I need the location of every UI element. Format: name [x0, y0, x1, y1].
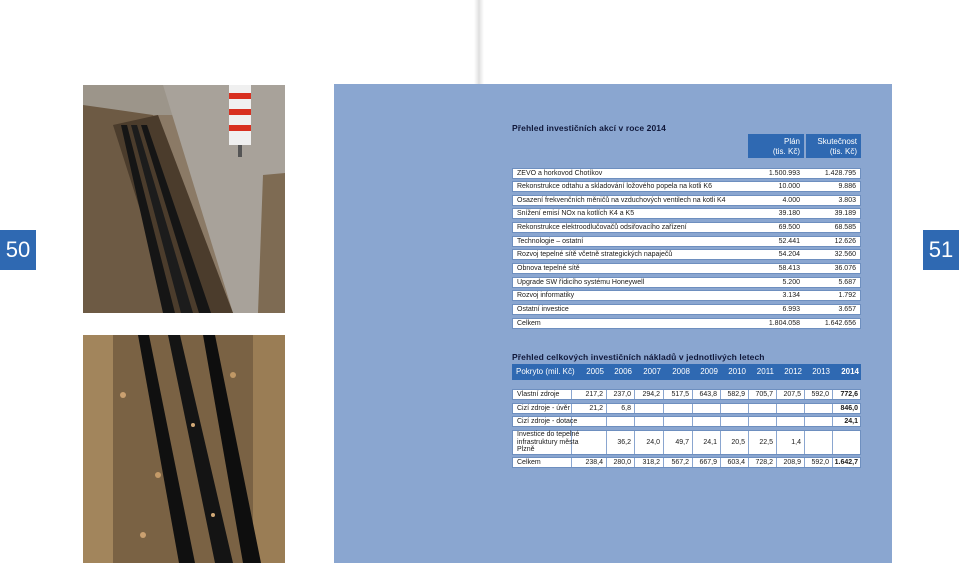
row-label: Celkem [517, 459, 541, 466]
row-actual: 1.792 [838, 292, 856, 299]
row-actual: 36.076 [834, 265, 856, 272]
column-divider [634, 417, 635, 426]
row-label: Rekonstrukce elektroodlučovačů odsiřovacího zařízení [517, 224, 687, 231]
cell-2010: 603,4 [727, 459, 745, 466]
year-2006: 2006 [614, 367, 632, 376]
page-number-left: 50 [0, 230, 36, 270]
year-2012: 2012 [784, 367, 802, 376]
row-plan: 69.500 [778, 224, 800, 231]
table-row [512, 222, 861, 233]
row-label: Osazení frekvenčních měničů na vzduchových ventilech na kotli K4 [517, 197, 726, 204]
row-label-line: Investice do tepelné [517, 431, 580, 438]
table1-header-plan [748, 134, 804, 158]
row-label: Rekonstrukce odtahu a skladování ložového popela na kotli K6 [517, 183, 712, 190]
table2-row [512, 403, 861, 414]
cell-2011: 705,7 [755, 391, 773, 398]
year-2011: 2011 [756, 367, 774, 376]
table-row [512, 181, 861, 192]
year-2005: 2005 [586, 367, 604, 376]
table2-title: Přehled celkových investičních nákladů v jednotlivých letech [512, 352, 765, 362]
table-row [512, 304, 861, 315]
table1-header-actual [806, 134, 861, 158]
trench-photo-bottom [83, 335, 285, 563]
table2-header [512, 364, 861, 380]
column-divider [571, 404, 572, 413]
actual-unit: (tis. Kč) [829, 147, 857, 156]
year-2008: 2008 [672, 367, 690, 376]
table-row [512, 249, 861, 260]
year-2009: 2009 [700, 367, 718, 376]
column-divider [692, 404, 693, 413]
cell-2005: 238,4 [585, 459, 603, 466]
cell-2013: 592,0 [811, 391, 829, 398]
cell-2014: 1.642,7 [834, 459, 858, 466]
cell-2013: 592,0 [811, 459, 829, 466]
cell-2010: 582,9 [727, 391, 745, 398]
row-actual: 5.687 [838, 279, 856, 286]
row-actual: 39.189 [834, 210, 856, 217]
row-actual: 68.585 [834, 224, 856, 231]
row-plan: 1.804.058 [768, 320, 800, 327]
year-2013: 2013 [812, 367, 830, 376]
row-label [517, 431, 579, 454]
table2-row [512, 430, 861, 455]
table-row [512, 263, 861, 274]
column-divider [776, 417, 777, 426]
row-label-line: infrastruktury města [517, 438, 579, 446]
row-actual: 32.560 [834, 251, 856, 258]
table-row [512, 168, 861, 179]
row-plan: 39.180 [778, 210, 800, 217]
row-label: Obnova tepelné sítě [517, 265, 580, 272]
column-divider [606, 417, 607, 426]
column-divider [720, 404, 721, 413]
cell-2014: 846,0 [840, 405, 858, 412]
row-label: Vlastní zdroje [517, 391, 560, 398]
page-number-right: 51 [923, 230, 959, 270]
column-divider [663, 417, 664, 426]
plan-unit: (tis. Kč) [772, 147, 800, 156]
year-2007: 2007 [643, 367, 661, 376]
year-2014: 2014 [841, 367, 859, 376]
actual-label: Skutečnost [817, 137, 857, 146]
row-label: ZEVO a horkovod Chotíkov [517, 170, 603, 177]
plan-label: Plán [783, 137, 800, 146]
row-label: Rozvoj informatiky [517, 292, 575, 299]
column-divider [804, 404, 805, 413]
cell-2005: 217,2 [585, 391, 603, 398]
cell-2007: 24,0 [646, 439, 660, 446]
cell-2005: 21,2 [589, 405, 603, 412]
cell-2008: 567,2 [671, 459, 689, 466]
row-label: Upgrade SW řídicího systému Honeywell [517, 279, 645, 286]
row-plan: 3.134 [782, 292, 800, 299]
cell-2012: 1,4 [791, 439, 801, 446]
cell-2008: 517,5 [671, 391, 689, 398]
cell-2006: 6,8 [621, 405, 631, 412]
column-divider [663, 404, 664, 413]
column-divider [720, 417, 721, 426]
cell-2010: 20,5 [731, 439, 745, 446]
trench-photo-top [83, 85, 285, 313]
table-row [512, 208, 861, 219]
row-plan: 10.000 [778, 183, 800, 190]
row-plan: 54.204 [778, 251, 800, 258]
cell-2008: 49,7 [675, 439, 689, 446]
row-plan: 58.413 [778, 265, 800, 272]
cell-2006: 36,2 [617, 439, 631, 446]
table2-row [512, 416, 861, 427]
column-divider [776, 404, 777, 413]
row-label: Ostatní investice [517, 306, 569, 313]
cell-2006: 237,0 [613, 391, 631, 398]
row-label: Technologie – ostatní [517, 238, 584, 245]
row-plan: 5.200 [782, 279, 800, 286]
cell-2012: 207,5 [783, 391, 801, 398]
row-actual: 3.657 [838, 306, 856, 313]
column-divider [634, 404, 635, 413]
column-divider [748, 417, 749, 426]
cell-2006: 280,0 [613, 459, 631, 466]
table2-header-label: Pokryto (mil. Kč) [516, 367, 575, 376]
column-divider [571, 390, 572, 399]
row-label: Cizí zdroje - dotace [517, 418, 578, 425]
table2-row-total [512, 457, 861, 468]
column-divider [804, 431, 805, 454]
row-label-line: Plzně [517, 446, 535, 453]
row-actual: 12.626 [834, 238, 856, 245]
table1-title: Přehled investičních akcí v roce 2014 [512, 123, 666, 133]
column-divider [804, 417, 805, 426]
row-plan: 1.500.993 [768, 170, 800, 177]
cell-2014: 24,1 [844, 418, 858, 425]
table-row [512, 290, 861, 301]
column-divider [692, 417, 693, 426]
row-actual: 1.428.795 [824, 170, 856, 177]
row-plan: 52.441 [778, 238, 800, 245]
cell-2009: 24,1 [703, 439, 717, 446]
column-divider [832, 431, 833, 454]
table2-row [512, 389, 861, 400]
cell-2007: 318,2 [642, 459, 660, 466]
row-actual: 1.642.656 [824, 320, 856, 327]
table-row [512, 277, 861, 288]
row-plan: 4.000 [782, 197, 800, 204]
cell-2009: 667,9 [699, 459, 717, 466]
cell-2014: 772,6 [840, 391, 858, 398]
cell-2011: 22,5 [759, 439, 773, 446]
row-actual: 3.803 [838, 197, 856, 204]
table-row-total [512, 318, 861, 329]
cell-2011: 728,2 [755, 459, 773, 466]
cell-2012: 208,9 [783, 459, 801, 466]
row-label: Cizí zdroje - úvěr [517, 405, 570, 412]
year-2010: 2010 [728, 367, 746, 376]
row-actual: 9.886 [838, 183, 856, 190]
cell-2007: 294,2 [642, 391, 660, 398]
column-divider [571, 458, 572, 467]
table-row [512, 236, 861, 247]
row-label: Rozvoj tepelné sítě včetně strategických napaječů [517, 251, 673, 258]
row-plan: 6.993 [782, 306, 800, 313]
table-row [512, 195, 861, 206]
row-label: Snížení emisí NOx na kotlích K4 a K5 [517, 210, 635, 217]
cell-2009: 643,8 [699, 391, 717, 398]
column-divider [748, 404, 749, 413]
row-label: Celkem [517, 320, 541, 327]
